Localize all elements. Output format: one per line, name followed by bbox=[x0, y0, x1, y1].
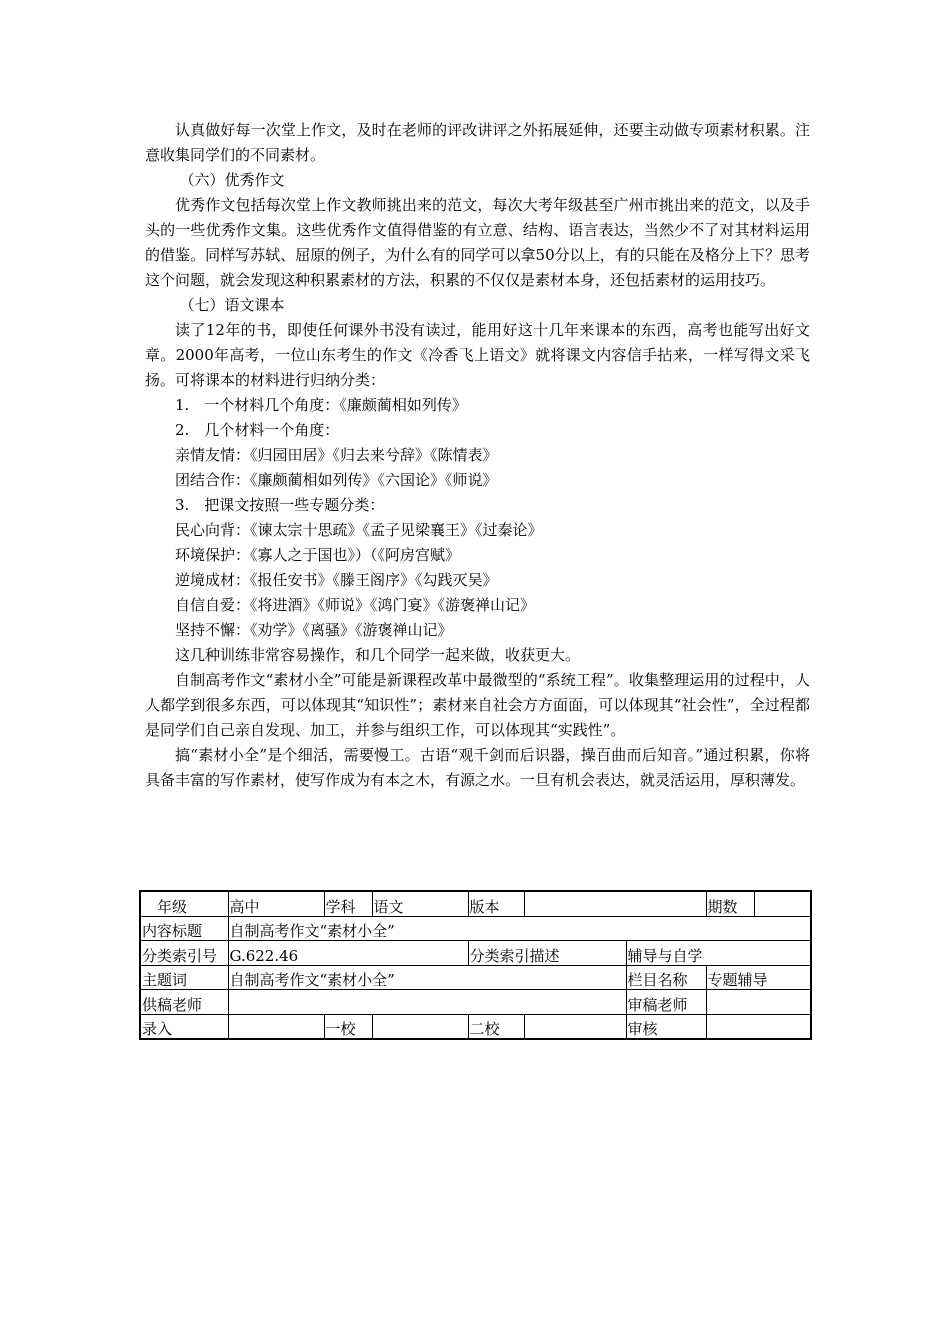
category-line: 团结合作：《廉颇蔺相如列传》《六国论》《师说》 bbox=[175, 471, 498, 489]
entry-label: 录入 bbox=[140, 1014, 228, 1039]
subject-value: 语文 bbox=[372, 891, 468, 916]
document-body bbox=[145, 118, 810, 793]
category-line: 坚持不懈：《劝学》《离骚》《游褒禅山记》 bbox=[175, 621, 453, 639]
reviewer-label: 审稿老师 bbox=[626, 990, 706, 1015]
paragraph: 优秀作文包括每次堂上作文教师挑出来的范文，每次大考年级甚至广州市挑出来的范文，以及手头的一些优秀作文集。这些优秀作文值得借鉴的有立意、结构、语言表达，当然少不了对其材料运用的借鉴。同样写苏轼、屈原的例子，为什么有的同学可以拿50分以上，有的只能在及格分上下？思考这个问题，就会发现这种积累素材的方法，积累的不仅仅是素材本身，还包括素材的运用技巧。 bbox=[145, 196, 810, 289]
index-value: G.622.46 bbox=[228, 941, 468, 966]
paragraph: 读了12年的书，即使任何课外书没有读过，能用好这十几年来课本的东西，高考也能写出好文章。2000年高考，一位山东考生的作文《冷香飞上语文》就将课文内容信手拈来，一样写得文采飞扬。可将课本的材料进行归纳分类： bbox=[145, 321, 810, 389]
table-row bbox=[140, 990, 811, 1015]
paragraph: 自制高考作文“素材小全”可能是新课程改革中最微型的“系统工程”。收集整理运用的过程中，人人都学到很多东西，可以体现其“知识性”；素材来自社会方方面面，可以体现其“社会性”，全过程都是同学们自己亲自发现、加工，并参与组织工作，可以体现其“实践性”。 bbox=[145, 671, 810, 739]
edition-value bbox=[524, 891, 706, 916]
entry-value bbox=[228, 1014, 324, 1039]
issue-value bbox=[754, 891, 811, 916]
table-row bbox=[140, 1014, 811, 1039]
paragraph: 认真做好每一次堂上作文，及时在老师的评改讲评之外拓展延伸，还要主动做专项素材积累。注意收集同学们的不同素材。 bbox=[145, 121, 810, 164]
grade-label: 年级 bbox=[140, 891, 228, 916]
title-value: 自制高考作文“素材小全” bbox=[228, 916, 811, 941]
metadata-table bbox=[139, 890, 812, 1040]
keyword-value: 自制高考作文“素材小全” bbox=[228, 965, 626, 990]
index-desc-value: 辅导与自学 bbox=[626, 941, 811, 966]
category-line: 自信自爱：《将进酒》《师说》《鸿门宴》《游褒禅山记》 bbox=[175, 596, 536, 614]
check1-value bbox=[372, 1014, 468, 1039]
author-label: 供稿老师 bbox=[140, 990, 228, 1015]
check2-value bbox=[524, 1014, 626, 1039]
table-row bbox=[140, 891, 811, 916]
author-value bbox=[228, 990, 626, 1015]
check1-label: 一校 bbox=[324, 1014, 372, 1039]
issue-label: 期数 bbox=[706, 891, 754, 916]
section-heading: （七）语文课本 bbox=[179, 296, 285, 314]
keyword-label: 主题词 bbox=[140, 965, 228, 990]
grade-value: 高中 bbox=[228, 891, 324, 916]
section-heading: （六）优秀作文 bbox=[179, 171, 285, 189]
index-desc-label: 分类索引描述 bbox=[468, 941, 626, 966]
audit-value bbox=[706, 1014, 811, 1039]
title-label: 内容标题 bbox=[140, 916, 228, 941]
paragraph: 这几种训练非常容易操作，和几个同学一起来做，收获更大。 bbox=[175, 646, 581, 664]
category-line: 环境保护：《寡人之于国也》）（《阿房宫赋》 bbox=[175, 546, 461, 564]
table-row bbox=[140, 941, 811, 966]
table-row bbox=[140, 916, 811, 941]
audit-label: 审核 bbox=[626, 1014, 706, 1039]
edition-label: 版本 bbox=[468, 891, 524, 916]
column-label: 栏目名称 bbox=[626, 965, 706, 990]
category-line: 亲情友情：《归园田居》《归去来兮辞》《陈情表》 bbox=[175, 446, 498, 464]
list-item: 2. 几个材料一个角度： bbox=[175, 421, 340, 439]
list-item: 3. 把课文按照一些专题分类： bbox=[175, 496, 385, 514]
index-label: 分类索引号 bbox=[140, 941, 228, 966]
paragraph: 搞“素材小全”是个细活，需要慢工。古语“观千剑而后识器，操百曲而后知音。”通过积累，你将具备丰富的写作素材，使写作成为有本之木，有源之水。一旦有机会表达，就灵活运用，厚积薄发。 bbox=[145, 746, 810, 789]
column-value: 专题辅导 bbox=[706, 965, 811, 990]
category-line: 民心向背：《谏太宗十思疏》《孟子见梁襄王》《过秦论》 bbox=[175, 521, 543, 539]
category-line: 逆境成材：《报任安书》《滕王阁序》《勾践灭吴》 bbox=[175, 571, 498, 589]
list-item: 1. 一个材料几个角度：《廉颇蔺相如列传》 bbox=[175, 396, 467, 414]
check2-label: 二校 bbox=[468, 1014, 524, 1039]
reviewer-value bbox=[706, 990, 811, 1015]
subject-label: 学科 bbox=[324, 891, 372, 916]
table-row bbox=[140, 965, 811, 990]
